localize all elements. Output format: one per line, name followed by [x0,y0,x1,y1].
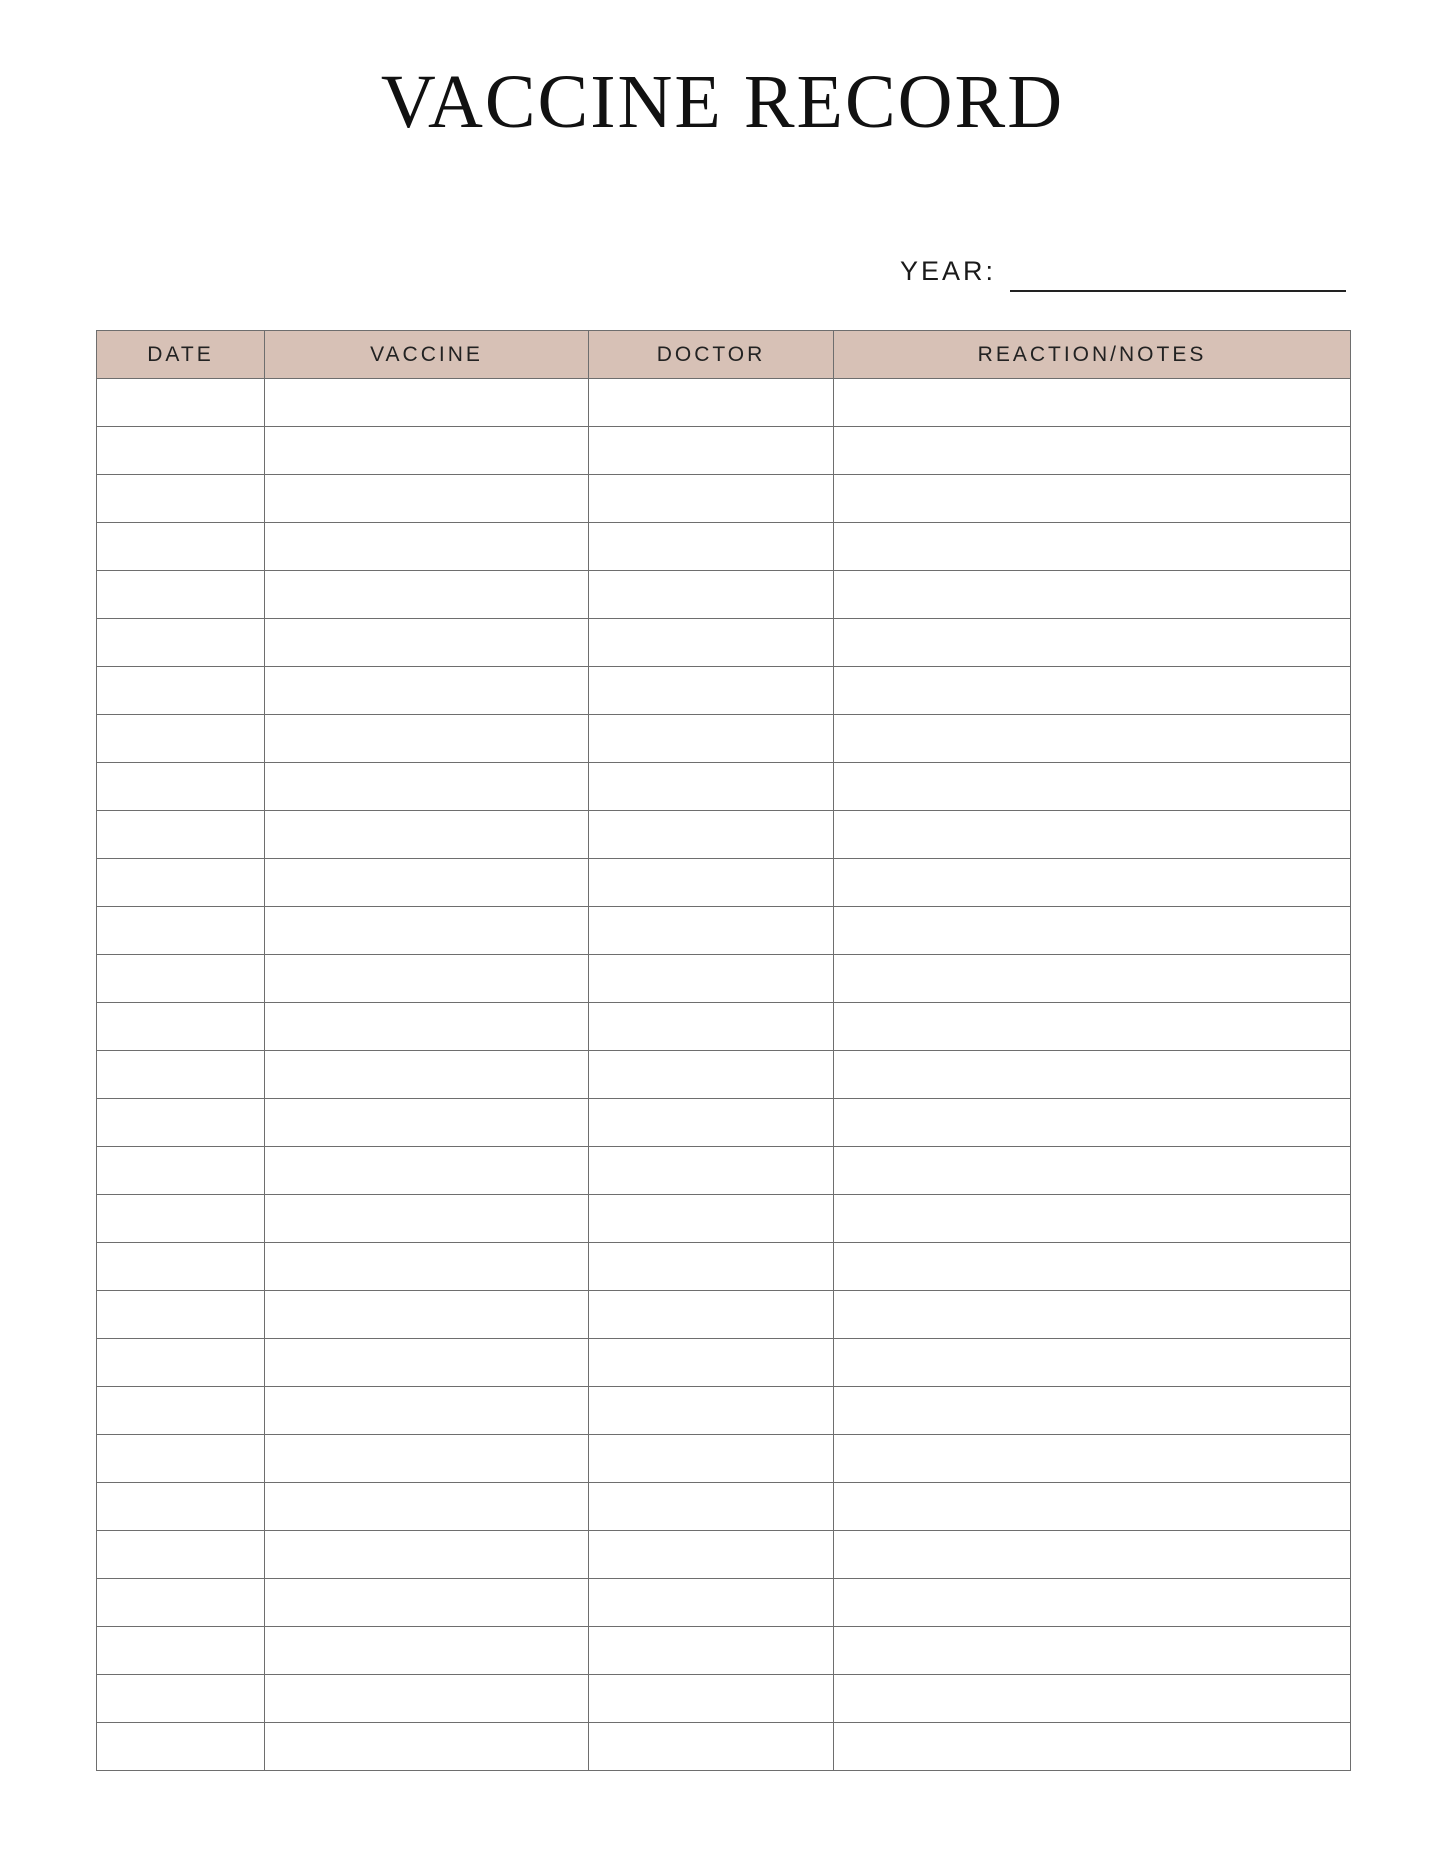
doctor-cell[interactable] [589,1147,834,1195]
vaccine-cell[interactable] [265,1627,589,1675]
year-label: YEAR: [900,256,997,286]
reaction-notes-cell[interactable] [834,1531,1351,1579]
reaction-notes-cell[interactable] [834,379,1351,427]
reaction-notes-cell[interactable] [834,475,1351,523]
doctor-cell[interactable] [589,1099,834,1147]
vaccine-cell[interactable] [265,1291,589,1339]
table-row [97,1051,1351,1099]
doctor-cell[interactable] [589,1051,834,1099]
date-cell[interactable] [97,1435,265,1483]
reaction-notes-cell[interactable] [834,619,1351,667]
date-cell[interactable] [97,955,265,1003]
table-row [97,427,1351,475]
doctor-cell[interactable] [589,1435,834,1483]
column-header-reaction-notes: REACTION/NOTES [834,331,1351,379]
table-row [97,667,1351,715]
vaccine-cell[interactable] [265,1099,589,1147]
column-header-doctor: DOCTOR [589,331,834,379]
vaccine-cell[interactable] [265,1243,589,1291]
reaction-notes-cell[interactable] [834,1243,1351,1291]
doctor-cell[interactable] [589,955,834,1003]
doctor-cell[interactable] [589,1243,834,1291]
table-row [97,1243,1351,1291]
date-cell[interactable] [97,1579,265,1627]
reaction-notes-cell[interactable] [834,1435,1351,1483]
date-cell[interactable] [97,1723,265,1771]
reaction-notes-cell[interactable] [834,427,1351,475]
date-cell[interactable] [97,523,265,571]
column-header-date: DATE [97,331,265,379]
vaccine-cell[interactable] [265,475,589,523]
date-cell[interactable] [97,1627,265,1675]
column-header-vaccine: VACCINE [265,331,589,379]
vaccine-cell[interactable] [265,1051,589,1099]
table-row [97,1723,1351,1771]
reaction-notes-cell[interactable] [834,1675,1351,1723]
vaccine-cell[interactable] [265,427,589,475]
reaction-notes-cell[interactable] [834,1291,1351,1339]
table-row [97,571,1351,619]
reaction-notes-cell[interactable] [834,1579,1351,1627]
doctor-cell[interactable] [589,1627,834,1675]
table-row [97,1627,1351,1675]
date-cell[interactable] [97,379,265,427]
table-row [97,1003,1351,1051]
reaction-notes-cell[interactable] [834,763,1351,811]
reaction-notes-cell[interactable] [834,667,1351,715]
reaction-notes-cell[interactable] [834,1483,1351,1531]
table-row [97,475,1351,523]
vaccine-cell[interactable] [265,907,589,955]
vaccine-cell[interactable] [265,1675,589,1723]
table-row [97,1531,1351,1579]
vaccine-cell[interactable] [265,1339,589,1387]
year-input-line[interactable] [1010,290,1346,292]
doctor-cell[interactable] [589,1675,834,1723]
vaccine-cell[interactable] [265,523,589,571]
reaction-notes-cell[interactable] [834,811,1351,859]
reaction-notes-cell[interactable] [834,1723,1351,1771]
table-row [97,715,1351,763]
date-cell[interactable] [97,1483,265,1531]
date-cell[interactable] [97,1339,265,1387]
date-cell[interactable] [97,859,265,907]
date-cell[interactable] [97,1195,265,1243]
vaccine-cell[interactable] [265,1723,589,1771]
date-cell[interactable] [97,1051,265,1099]
vaccine-cell[interactable] [265,619,589,667]
date-cell[interactable] [97,475,265,523]
doctor-cell[interactable] [589,379,834,427]
vaccine-cell[interactable] [265,379,589,427]
table-row [97,1195,1351,1243]
date-cell[interactable] [97,667,265,715]
reaction-notes-cell[interactable] [834,523,1351,571]
table-row [97,1147,1351,1195]
date-cell[interactable] [97,715,265,763]
doctor-cell[interactable] [589,1291,834,1339]
vaccine-cell[interactable] [265,811,589,859]
date-cell[interactable] [97,619,265,667]
reaction-notes-cell[interactable] [834,1387,1351,1435]
reaction-notes-cell[interactable] [834,1099,1351,1147]
date-cell[interactable] [97,907,265,955]
vaccine-cell[interactable] [265,571,589,619]
vaccine-cell[interactable] [265,1003,589,1051]
table-row [97,619,1351,667]
date-cell[interactable] [97,1675,265,1723]
table-row [97,811,1351,859]
vaccine-cell[interactable] [265,1195,589,1243]
date-cell[interactable] [97,1147,265,1195]
doctor-cell[interactable] [589,1483,834,1531]
table-header-row [97,331,1351,379]
table-row [97,1435,1351,1483]
vaccine-cell[interactable] [265,955,589,1003]
doctor-cell[interactable] [589,1003,834,1051]
table-row [97,1675,1351,1723]
vaccine-cell[interactable] [265,763,589,811]
doctor-cell[interactable] [589,763,834,811]
date-cell[interactable] [97,571,265,619]
table-row [97,523,1351,571]
doctor-cell[interactable] [589,619,834,667]
year-field [900,252,1350,292]
vaccine-cell[interactable] [265,715,589,763]
vaccine-cell[interactable] [265,1579,589,1627]
vaccine-cell[interactable] [265,1435,589,1483]
date-cell[interactable] [97,763,265,811]
table-row [97,859,1351,907]
reaction-notes-cell[interactable] [834,1627,1351,1675]
table-row [97,955,1351,1003]
doctor-cell[interactable] [589,1387,834,1435]
reaction-notes-cell[interactable] [834,715,1351,763]
doctor-cell[interactable] [589,1339,834,1387]
table-row [97,1339,1351,1387]
date-cell[interactable] [97,1099,265,1147]
date-cell[interactable] [97,1531,265,1579]
page-title: VACCINE RECORD [380,60,1065,144]
doctor-cell[interactable] [589,667,834,715]
reaction-notes-cell[interactable] [834,1051,1351,1099]
table-row [97,907,1351,955]
reaction-notes-cell[interactable] [834,859,1351,907]
date-cell[interactable] [97,427,265,475]
table-body [97,379,1351,1771]
doctor-cell[interactable] [589,475,834,523]
reaction-notes-cell[interactable] [834,907,1351,955]
doctor-cell[interactable] [589,571,834,619]
table-row [97,1387,1351,1435]
reaction-notes-cell[interactable] [834,955,1351,1003]
doctor-cell[interactable] [589,715,834,763]
table-row [97,763,1351,811]
reaction-notes-cell[interactable] [834,1195,1351,1243]
table-row [97,1579,1351,1627]
date-cell[interactable] [97,1291,265,1339]
table-row [97,1483,1351,1531]
vaccine-cell[interactable] [265,859,589,907]
vaccine-record-table [96,330,1351,1771]
vaccine-cell[interactable] [265,1147,589,1195]
doctor-cell[interactable] [589,1531,834,1579]
vaccine-cell[interactable] [265,667,589,715]
vaccine-cell[interactable] [265,1531,589,1579]
doctor-cell[interactable] [589,859,834,907]
vaccine-cell[interactable] [265,1483,589,1531]
date-cell[interactable] [97,811,265,859]
doctor-cell[interactable] [589,811,834,859]
reaction-notes-cell[interactable] [834,1339,1351,1387]
table-row [97,1291,1351,1339]
reaction-notes-cell[interactable] [834,1003,1351,1051]
table-row [97,1099,1351,1147]
doctor-cell[interactable] [589,1195,834,1243]
doctor-cell[interactable] [589,523,834,571]
vaccine-cell[interactable] [265,1387,589,1435]
date-cell[interactable] [97,1003,265,1051]
reaction-notes-cell[interactable] [834,1147,1351,1195]
doctor-cell[interactable] [589,1579,834,1627]
table-row [97,379,1351,427]
reaction-notes-cell[interactable] [834,571,1351,619]
doctor-cell[interactable] [589,427,834,475]
doctor-cell[interactable] [589,1723,834,1771]
date-cell[interactable] [97,1387,265,1435]
doctor-cell[interactable] [589,907,834,955]
date-cell[interactable] [97,1243,265,1291]
